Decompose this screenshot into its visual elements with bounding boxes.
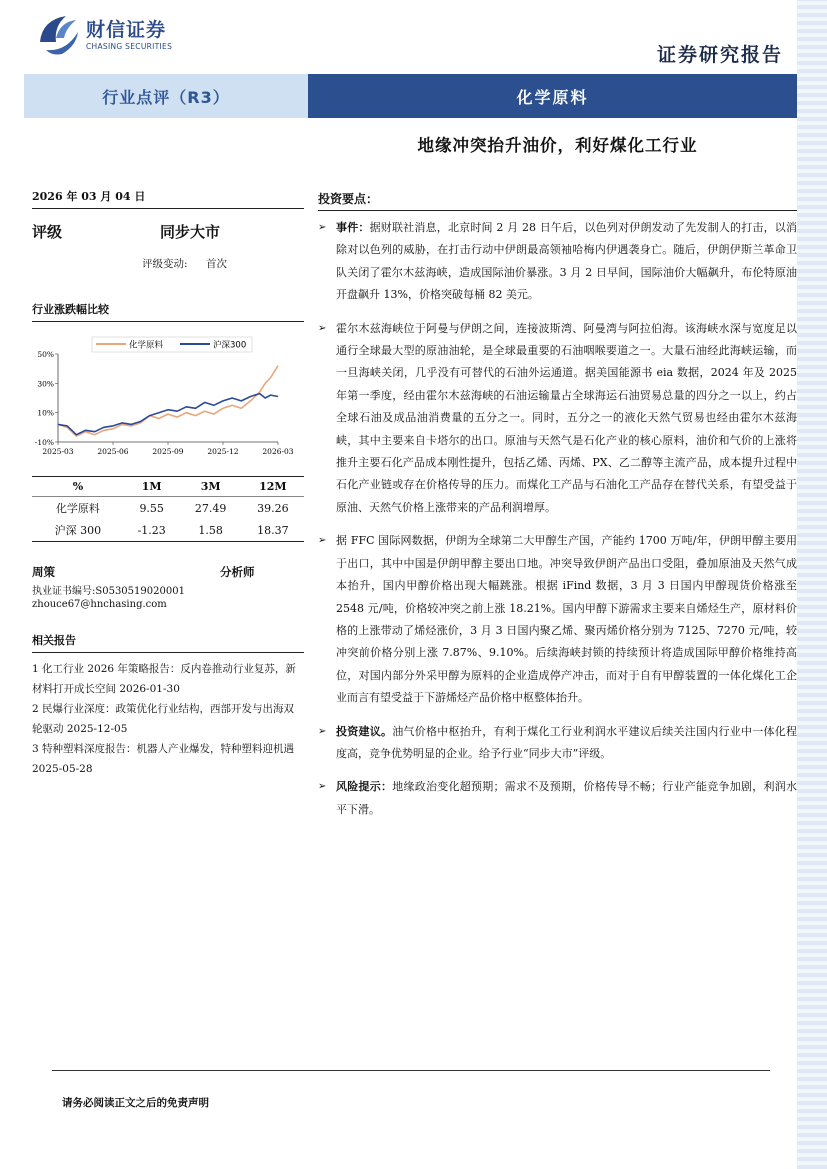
brand-name-cn: 财信证券 (86, 19, 167, 41)
industry-name: 化学原料 (308, 74, 797, 118)
rating-change-value: 首次 (206, 258, 227, 270)
point-lead: 风险提示： (336, 780, 393, 794)
perf-cell: 9.55 (139, 501, 164, 515)
chart-y-tick-label: 10% (37, 408, 54, 418)
point-item (318, 776, 797, 821)
point-item (318, 217, 797, 307)
perf-table-row (32, 497, 304, 520)
chart-x-tick-label: 2025-03 (42, 447, 74, 456)
chart-y-tick-label: 30% (37, 379, 54, 389)
logo-mark-icon (36, 12, 82, 56)
bullet-arrow-icon: ➢ (318, 535, 327, 547)
point-lead: 事件： (336, 221, 370, 234)
rating-value: 同步大市 (160, 223, 221, 241)
point-lead: 投资建议。 (336, 724, 393, 738)
bullet-arrow-icon: ➢ (318, 725, 327, 737)
report-date: 2026 年 03 月 04 日 (32, 188, 304, 209)
point-text: 据财联社消息，北京时间 2 月 28 日午后，以色列对伊朗发动了先发制人的打击，以消除对以色列的威胁，在打击行动中伊朗最高领袖哈梅内伊遇袭身亡。随后，伊朗伊斯兰革命卫队关闭了霍尔木兹海峡，造成国际油价暴涨。3 月 2 日早间，国际油价大幅飙升，布伦特原油开盘飙升 13%，价格突破每桶 82 美元。 (336, 221, 798, 302)
left-sidebar (32, 188, 304, 779)
analyst-email[interactable]: zhouce67@hnchasing.com (32, 599, 167, 610)
point-text: 据 FFC 国际网数据，伊朗为全球第二大甲醇生产国，产能约 1700 万吨/年，伊朗甲醇主要用于出口，其中中国是伊朗甲醇主要出口地。冲突导致伊朗产品出口受阻，叠加原油及天然气成本抬升，国内甲醇价格出现大幅跳涨。根据 iFind 数据，3 月 3 日国内甲醇现货价格涨至 2548 元/吨，价格较冲突之前上涨 18.21%。国内甲醇下游需求主要来自烯烃生产，原材料价格的上涨带动了烯烃涨价，3 月 3 日国内聚乙烯、聚丙烯价格分别为 7125、7270 元/吨，较冲突前价格分别上涨 7.87%、9.10%。后续海峡封锁的持续预计将造成国际甲醇价格维持高位，对国内部分外采甲醇为原料的企业造成停产冲击，而对于自有甲醇装置的一体化煤化工企业而言有望受益于下游烯烃产品价格中枢整体抬升。 (336, 534, 797, 705)
perf-table-row (32, 519, 304, 542)
point-item (318, 721, 797, 766)
chem-series-line (58, 366, 278, 436)
perf-header-cell: 12M (259, 480, 287, 493)
analyst-info (32, 564, 304, 610)
report-headline: 地缘冲突抬升油价，利好煤化工行业 (417, 136, 698, 155)
rating-change-row (32, 256, 304, 271)
performance-chart-svg (32, 334, 304, 464)
related-reports-list (32, 659, 304, 779)
perf-cell: 39.26 (257, 501, 289, 515)
perf-header-cell: % (72, 480, 84, 493)
perf-cell: 18.37 (257, 523, 289, 537)
decorative-side-stripe (797, 0, 827, 1169)
bullet-arrow-icon: ➢ (318, 781, 327, 793)
footer-divider (52, 1070, 770, 1071)
investment-points (318, 190, 797, 821)
analyst-names (32, 564, 304, 580)
performance-table (32, 476, 304, 542)
legend-label-hs300: 沪深300 (213, 340, 247, 351)
related-reports-title: 相关报告 (32, 632, 304, 653)
perf-section-title: 行业涨跌幅比较 (32, 301, 304, 322)
report-type: 证券研究报告 (656, 44, 783, 66)
performance-chart (32, 334, 304, 468)
rating-row (32, 221, 304, 242)
analyst-license: 执业证书编号:S0530519020001 (32, 586, 185, 597)
point-text: 地缘政治变化超预期；需求不及预期，价格传导不畅；行业产能竞争加剧，利润水平下滑。 (336, 780, 797, 816)
perf-header-cell: 1M (141, 480, 162, 493)
header-banner (24, 74, 797, 118)
chart-x-tick-label: 2025-09 (152, 447, 184, 456)
point-text: 霍尔木兹海峡位于阿曼与伊朗之间，连接波斯湾、阿曼湾与阿拉伯海。该海峡水深与宽度足以通行全球最大型的原油油轮，是全球最重要的石油咽喉要道之一。大量石油经此海峡运输，而一旦海峡关闭，几乎没有可替代的石油外运通道。据美国能源书 eia 数据，2024 年及 2025 年第一季度，经由霍尔木兹海峡的石油运输量占全球海运石油贸易总量的四分之一以上，约占全球石油及成品油消费量的五分之一。同时，五分之一的液化天然气贸易也经由霍尔木兹海峡，其中主要来自卡塔尔的出口。原油与天然气是石化产业的核心原料，油价和气价的上涨将推升主要石化产品成本刚性提升，包括乙烯、丙烯、PX、乙二醇等主流产品，成本提升过程中石化产业链或存在价格传导的压力。而煤化工产品与石油化工产品存在替代关系，有望受益于原油、天然气价格上涨带来的产品利润增厚。 (336, 321, 797, 514)
chart-y-tick-label: -10% (34, 438, 54, 447)
rating-label: 评级 (32, 223, 63, 241)
rating-change-label: 评级变动: (142, 258, 188, 270)
analyst-role: 分析师 (220, 565, 255, 579)
perf-cell: -1.23 (137, 523, 166, 537)
related-report-item[interactable]: 3 特种塑料深度报告：机器人产业爆发，特种塑料迎机遇 2025-05-28 (32, 743, 295, 775)
chart-x-tick-label: 2026-03 (262, 447, 294, 456)
report-category: 行业点评（R3） (24, 74, 308, 118)
bullet-arrow-icon: ➢ (318, 222, 327, 233)
chart-y-tick-label: 50% (37, 350, 54, 359)
point-item (318, 530, 797, 709)
perf-header-cell: 3M (200, 480, 221, 493)
related-report-item[interactable]: 2 民爆行业深度：政策优化行业结构，西部开发与出海双轮驱动 2025-12-05 (32, 703, 295, 735)
company-logo (36, 12, 196, 56)
related-report-item[interactable]: 1 化工行业 2026 年策略报告：反内卷推动行业复苏，新材料打开成长空间 2026-01-30 (32, 663, 296, 695)
brand-name-en: CHASING SECURITIES (86, 42, 173, 51)
analyst-name: 周策 (32, 565, 55, 579)
point-text: 油气价格中枢抬升，有利于煤化工行业利润水平建议后续关注国内行业中一体化程度高，竞争优势明显的企业。给予行业“同步大市”评级。 (336, 724, 797, 760)
perf-cell: 化学原料 (55, 502, 100, 515)
perf-table-header (32, 477, 304, 497)
legend-label-chem: 化学原料 (129, 340, 164, 351)
disclaimer-note: 请务必阅读正文之后的免责声明 (62, 1097, 209, 1109)
bullet-arrow-icon: ➢ (318, 322, 327, 334)
chart-x-tick-label: 2025-06 (97, 447, 129, 456)
chart-x-tick-label: 2025-12 (207, 447, 239, 456)
point-item (318, 318, 797, 520)
perf-cell: 沪深 300 (54, 524, 102, 537)
perf-cell: 27.49 (194, 501, 227, 515)
investment-points-title: 投资要点： (318, 190, 797, 211)
perf-cell: 1.58 (198, 523, 223, 537)
